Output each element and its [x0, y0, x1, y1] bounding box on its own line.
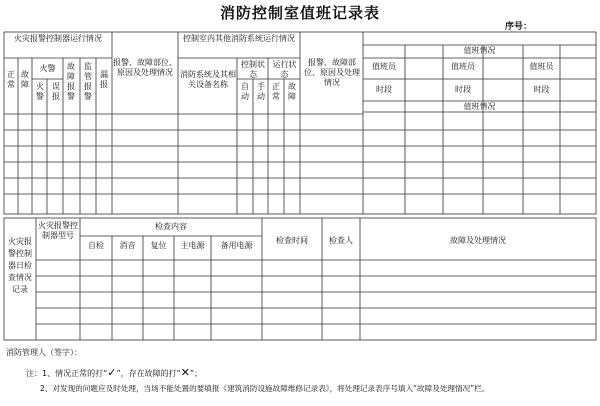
duty-period-label-1: 时段 [376, 85, 392, 94]
col-fault-handling: 故障及处理情况 [450, 236, 506, 245]
page-title: 消防控制室值班记录表 [219, 4, 380, 22]
col-manual: 手动 [257, 82, 265, 101]
col-backup-power: 备用电源 [220, 241, 253, 250]
daily-inspection-side-label: 火灾报警控制器日检查情况记录 [8, 237, 32, 294]
duty-period-label-2: 时段 [455, 85, 471, 94]
duty-person-label-3: 值班员 [529, 62, 554, 71]
col-reset: 复位 [150, 241, 167, 250]
col-alarm-description: 报警、故障部位、原因及处理情况 [113, 58, 177, 77]
col-alarm-description-2: 报警、故障部位、原因及处理情况 [304, 58, 360, 87]
fire-safety-manager-signature: 消防管理人（签字）： [6, 348, 82, 357]
col-fire: 火警 [36, 82, 44, 101]
col-fire-alarm-group: 火警 [39, 64, 56, 73]
fire-panel-operation-header: 火灾报警控制器运行情况 [14, 34, 102, 43]
col-normal: 正常 [7, 70, 15, 89]
duty-status-header-2: 值班情况 [463, 102, 496, 111]
col-silence: 消音 [119, 241, 136, 250]
col-run-normal: 正常 [272, 82, 280, 101]
col-auto: 自动 [241, 82, 249, 101]
col-run-state: 运行状态 [272, 60, 297, 79]
duty-status-header: 值班情况 [463, 46, 496, 55]
duty-person-label-1: 值班员 [372, 62, 396, 71]
col-self-test: 自检 [88, 241, 104, 250]
col-supervisory-alarm: 监管报警 [84, 62, 92, 101]
col-check-time: 检查时间 [276, 236, 308, 245]
col-checker: 检查人 [329, 236, 353, 245]
note-1 [26, 368, 202, 379]
col-panel-model: 火灾报警控制器型号 [38, 221, 78, 240]
serial-number-label: 序号： [505, 22, 533, 32]
note-1-mid: ”，存在故障的打“ [116, 369, 181, 378]
other-systems-operation-header: 控制室内其他消防系统运行情况 [183, 34, 295, 43]
note-2: 2、对发现的问题应及时处理，当场不能处置的要填报《建筑消防设施故障维修记录表》，将处理记录表序号填入“故障及处理情况”栏。 [40, 384, 490, 393]
col-false-alarm: 误报 [52, 82, 60, 101]
duty-person-label-2: 值班员 [451, 62, 475, 71]
inspection-content-header: 检查内容 [155, 222, 187, 231]
note-1-end: ”； [189, 369, 203, 378]
col-control-state: 控制状态 [241, 60, 265, 79]
col-system-equipment-name: 消防系统及其相关设备名称 [180, 70, 236, 89]
cross-mark-icon: ✕ [180, 366, 190, 379]
check-mark-icon: ✓ [107, 366, 117, 379]
col-missed-alarm: 漏报 [100, 70, 108, 89]
col-fault: 故障 [21, 70, 29, 89]
col-run-fault: 故障 [288, 82, 296, 101]
col-fault-alarm: 故障报警 [67, 62, 75, 101]
note-1-prefix: 注：1、情况正常的打“ [26, 369, 108, 378]
duty-period-label-3: 时段 [533, 85, 550, 94]
col-main-power: 主电源 [180, 241, 205, 250]
